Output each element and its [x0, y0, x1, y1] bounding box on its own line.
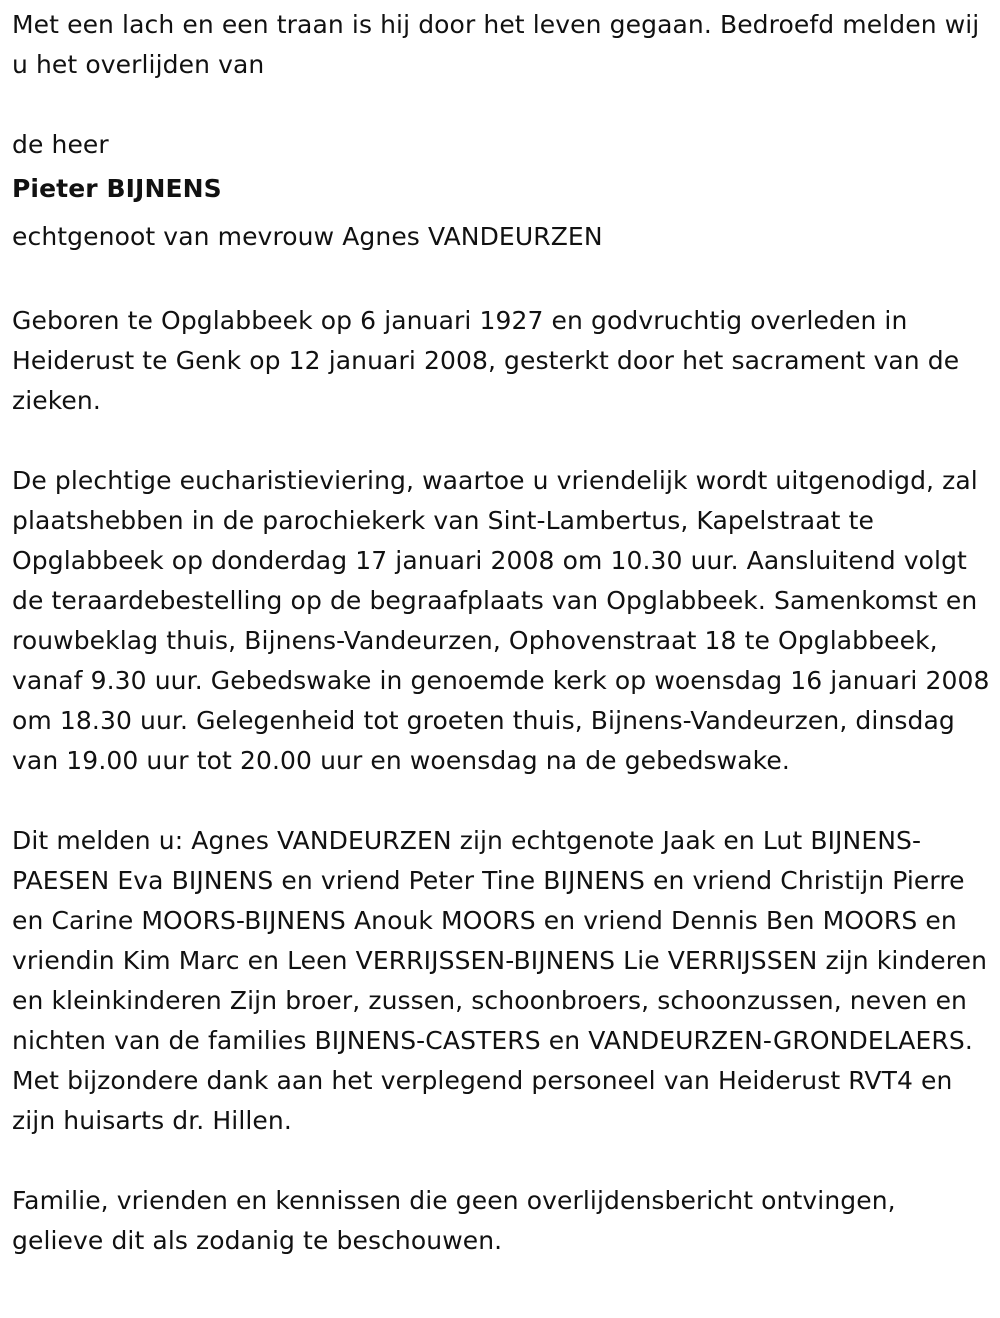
- spacer: [12, 421, 992, 461]
- closing-paragraph: Familie, vrienden en kennissen die geen overlijdensbericht ontvingen, gelieve dit als zodanig te beschouwen.: [12, 1186, 896, 1255]
- obituary-notice: [12, 5, 992, 1261]
- spacer: [12, 1141, 992, 1181]
- deceased-name: Pieter BIJNENS: [12, 174, 222, 203]
- spacer: [12, 261, 992, 301]
- ceremony-paragraph: De plechtige eucharistieviering, waartoe u vriendelijk wordt uitgenodigd, zal plaatshebben in de parochiekerk van Sint-Lambertus, Kapelstraat te Opglabbeek op donderdag 17 januari 2008 om 10.30 uur. Aansluitend volgt de teraardebestelling op de begraafplaats van Opglabbeek. Samenkomst en rouwbeklag thuis, Bijnens-Vandeurzen, Ophovenstraat 18 te Opglabbeek, vanaf 9.30 uur. Gebedswake in genoemde kerk op woensdag 16 januari 2008 om 18.30 uur. Gelegenheid tot groeten thuis, Bijnens-Vandeurzen, dinsdag van 19.00 uur tot 20.00 uur en woensdag na de gebedswake.: [12, 466, 990, 775]
- spouse-line: echtgenoot van mevrouw Agnes VANDEURZEN: [12, 222, 603, 251]
- birth-death-paragraph: Geboren te Opglabbeek op 6 januari 1927 en godvruchtig overleden in Heiderust te Genk op 12 januari 2008, gesterkt door het sacrament van de zieken.: [12, 306, 960, 415]
- family-paragraph: Dit melden u: Agnes VANDEURZEN zijn echtgenote Jaak en Lut BIJNENS-PAESEN Eva BIJNENS en vriend Peter Tine BIJNENS en vriend Christijn Pierre en Carine MOORS-BIJNENS Anouk MOORS en vriend Dennis Ben MOORS en vriendin Kim Marc en Leen VERRIJSSEN-BIJNENS Lie VERRIJSSEN zijn kinderen en kleinkinderen Zijn broer, zussen, schoonbroers, schoonzussen, neven en nichten van de families BIJNENS-CASTERS en VANDEURZEN-GRONDELAERS. Met bijzondere dank aan het verplegend personeel van Heiderust RVT4 en zijn huisarts dr. Hillen.: [12, 826, 988, 1135]
- spacer: [12, 781, 992, 821]
- spacer: [12, 85, 992, 125]
- intro-paragraph: Met een lach en een traan is hij door het leven gegaan. Bedroefd melden wij u het overlijden van: [12, 10, 980, 79]
- salutation: de heer: [12, 130, 109, 159]
